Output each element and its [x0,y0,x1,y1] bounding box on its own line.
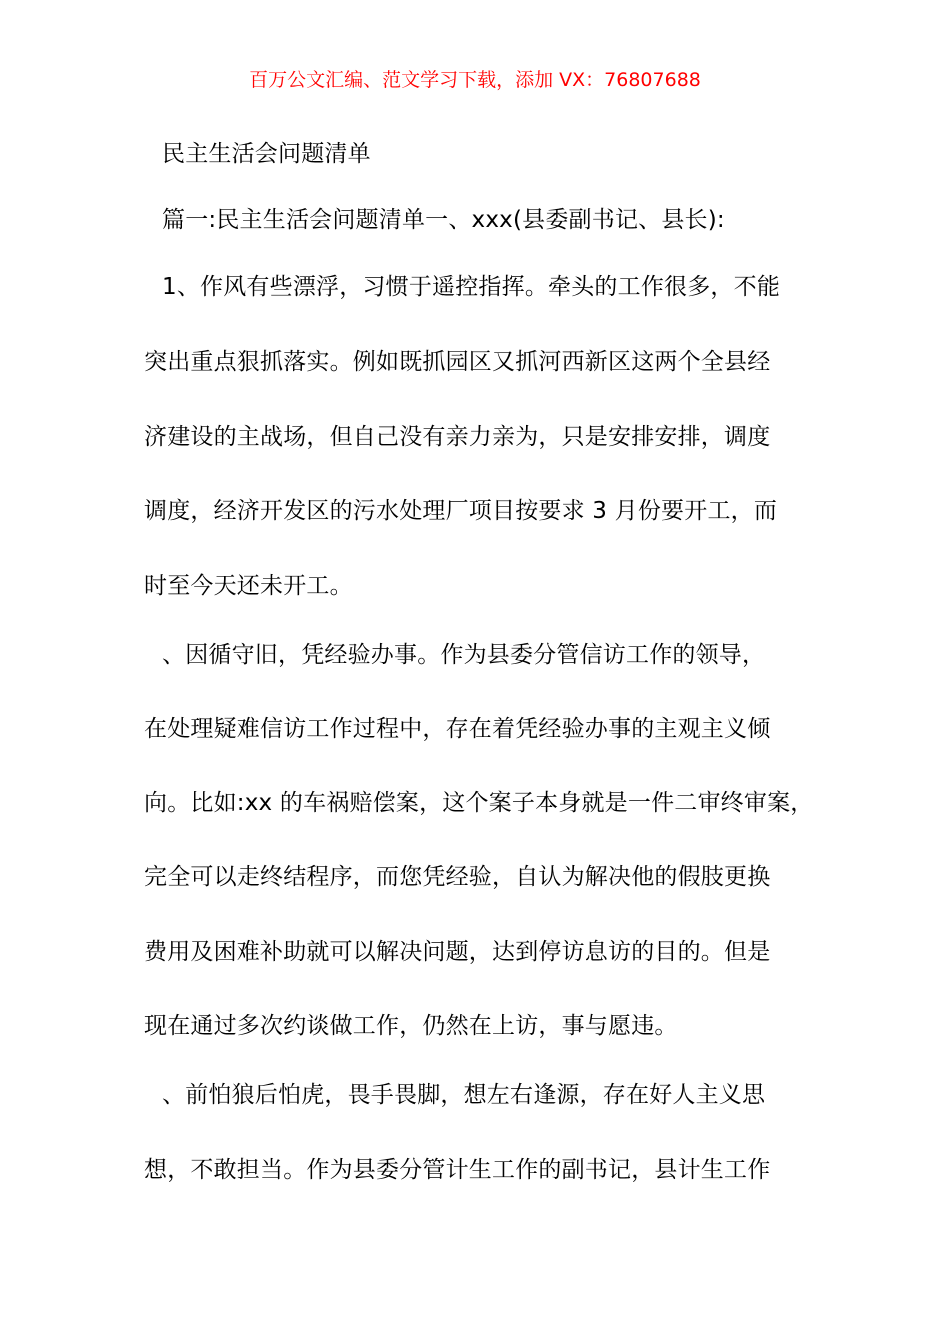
text-line: 在处理疑难信访工作过程中，存在着凭经验办事的主观主义倾 [144,716,771,742]
text-line: 篇一:民主生活会问题清单一、xxx(县委副书记、县长): [162,207,725,233]
text-line: 、前怕狼后怕虎，畏手畏脚，想左右逢源，存在好人主义思 [162,1082,766,1108]
text-line: 调度，经济开发区的污水处理厂项目按要求 3 月份要开工，而 [144,498,778,524]
text-line: 1、作风有些漂浮，习惯于遥控指挥。牵头的工作很多，不能 [162,274,781,300]
text-line: 现在通过多次约谈做工作，仍然在上访，事与愿违。 [144,1013,678,1039]
text-line: 完全可以走终结程序，而您凭经验，自认为解决他的假肢更换 [144,864,771,890]
text-line: 济建设的主战场，但自己没有亲力亲为，只是安排安排，调度 [144,424,771,450]
document-title: 民主生活会问题清单 [162,141,371,167]
text-line: 费用及困难补助就可以解决问题，达到停访息访的目的。但是 [144,939,771,965]
text-line: 向。比如:xx 的车祸赔偿案，这个案子本身就是一件二审终审案， [144,790,814,816]
header-banner: 百万公文汇编、范文学习下载，添加 VX：76807688 [249,69,701,91]
text-line: 、因循守旧，凭经验办事。作为县委分管信访工作的领导， [162,642,766,668]
text-line: 想，不敢担当。作为县委分管计生工作的副书记，县计生工作 [144,1157,771,1183]
text-line: 突出重点狠抓落实。例如既抓园区又抓河西新区这两个全县经 [144,349,771,375]
text-line: 时至今天还未开工。 [144,573,353,599]
